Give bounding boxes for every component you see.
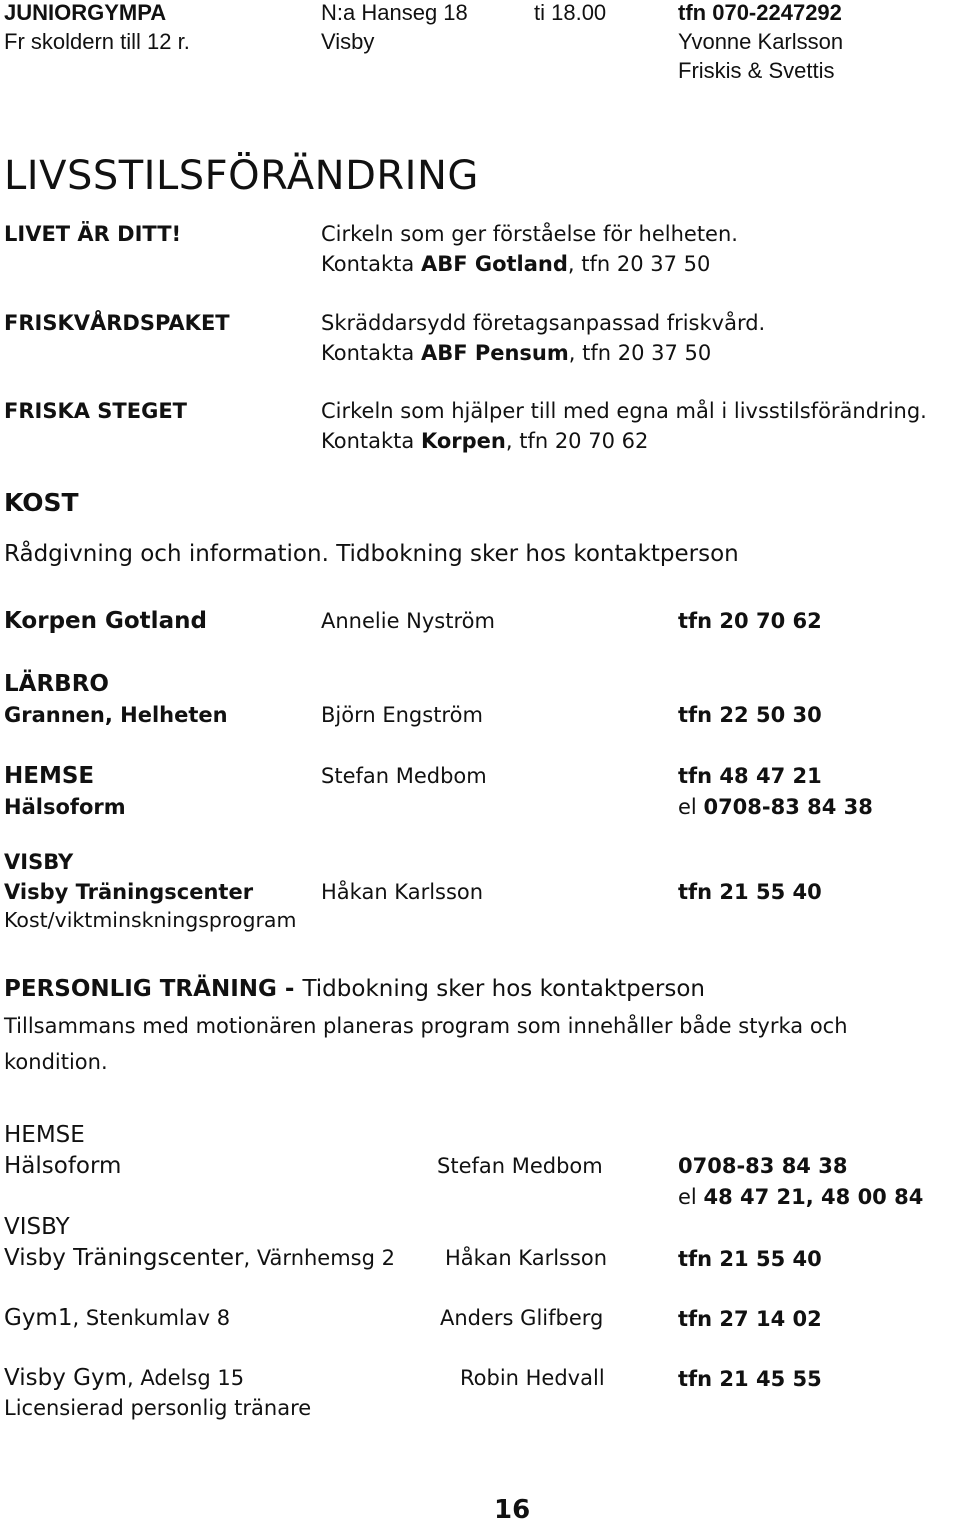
junior-phone: 070-2247292	[712, 0, 842, 25]
junior-address: N:a Hanseg 18	[321, 0, 468, 25]
kost-hemse-name: Hälsoform	[4, 795, 126, 819]
pt-gym1-person: Anders Glifberg	[440, 1306, 604, 1330]
pt-visby-tc-addr: , Värnhemsg 2	[243, 1246, 395, 1270]
junior-org: Friskis & Svettis	[678, 58, 835, 83]
kost-hemse-phone: tfn 48 47 21	[678, 764, 822, 788]
pt-visby-tc-name: Visby Träningscenter	[4, 1245, 244, 1271]
kost-visby-person: Håkan Karlsson	[321, 880, 484, 904]
kost-larbro-name: Grannen, Helheten	[4, 703, 228, 727]
pt-visby-place: VISBY	[4, 1214, 70, 1240]
pt-visby-gym-note: Licensierad personlig tränare	[4, 1396, 312, 1420]
contact-phone: , tfn 20 70 62	[505, 429, 649, 453]
pt-visby-gym-name: Visby Gym	[4, 1365, 127, 1391]
page-number: 16	[494, 1495, 531, 1525]
contact-org: Korpen	[420, 429, 506, 453]
junior-subtitle: Fr skoldern till 12 r.	[4, 29, 190, 54]
kost-hemse-phone2	[678, 797, 873, 818]
pt-visby-tc-line	[4, 1247, 395, 1270]
livsstil-item-desc: Cirkeln som hjälper till med egna mål i livsstilsförändring.	[321, 399, 927, 423]
pt-visby-tc-phone: tfn 21 55 40	[678, 1247, 822, 1271]
kost-heading: KOST	[4, 488, 79, 517]
contact-prefix: Kontakta	[321, 341, 415, 365]
junior-city: Visby	[321, 29, 375, 54]
pt-hemse-place: HEMSE	[4, 1122, 85, 1148]
junior-time: ti 18.00	[534, 0, 607, 25]
pt-visby-gym-phone: tfn 21 45 55	[678, 1367, 822, 1391]
junior-phone-line	[678, 2, 842, 24]
phone2-value: 0708-83 84 38	[703, 795, 873, 819]
kost-larbro-phone: tfn 22 50 30	[678, 703, 822, 727]
pt-gym1-addr: , Stenkumlav 8	[72, 1306, 231, 1330]
pt-gym1-line	[4, 1307, 230, 1330]
livsstil-item-contact	[321, 343, 711, 364]
pt-heading-bold: PERSONLIG TRÄNING -	[4, 976, 303, 1002]
pt-visby-gym-line	[4, 1367, 244, 1390]
kost-intro: Rådgivning och information. Tidbokning sker hos kontaktperson	[4, 541, 739, 567]
kost-korpen-phone: tfn 20 70 62	[678, 609, 822, 633]
pt-hemse-name: Hälsoform	[4, 1153, 122, 1179]
livsstil-item-name: LIVET ÄR DITT!	[4, 222, 182, 246]
phone2-label: el	[678, 795, 697, 819]
livsstil-item-desc: Skräddarsydd företagsanpassad friskvård.	[321, 311, 766, 335]
phone2-label: el	[678, 1185, 697, 1209]
contact-org: ABF Gotland	[420, 252, 568, 276]
kost-korpen-person: Annelie Nyström	[321, 609, 495, 633]
kost-larbro-person: Björn Engström	[321, 703, 483, 727]
junior-phone-label: tfn	[678, 0, 707, 25]
kost-visby-name: Visby Träningscenter	[4, 880, 254, 904]
pt-visby-gym-addr: , Adelsg 15	[126, 1366, 245, 1390]
junior-title: JUNIORGYMPA	[4, 0, 167, 25]
kost-hemse-person: Stefan Medbom	[321, 764, 487, 788]
livsstil-item-name: FRISKA STEGET	[4, 399, 187, 423]
livsstil-item-desc: Cirkeln som ger förståelse för helheten.	[321, 222, 738, 246]
pt-visby-gym-person: Robin Hedvall	[460, 1366, 605, 1390]
pt-desc-line1: Tillsammans med motionären planeras program som innehåller både styrka och	[4, 1014, 848, 1038]
kost-korpen-name: Korpen Gotland	[4, 608, 207, 634]
livsstil-heading: LIVSSTILSFÖRÄNDRING	[4, 153, 479, 199]
junior-contact: Yvonne Karlsson	[678, 29, 844, 54]
livsstil-item-name: FRISKVÅRDSPAKET	[4, 311, 230, 335]
pt-gym1-phone: tfn 27 14 02	[678, 1307, 822, 1331]
contact-prefix: Kontakta	[321, 252, 415, 276]
pt-desc-line2: kondition.	[4, 1050, 108, 1074]
kost-visby-note: Kost/viktminskningsprogram	[4, 908, 297, 932]
pt-gym1-name: Gym1	[4, 1305, 73, 1331]
pt-heading-rest: Tidbokning sker hos kontaktperson	[302, 976, 706, 1002]
kost-visby-phone: tfn 21 55 40	[678, 880, 822, 904]
contact-org: ABF Pensum	[420, 341, 569, 365]
pt-hemse-person: Stefan Medbom	[437, 1154, 603, 1178]
pt-heading	[4, 978, 705, 1001]
phone2-value: 48 47 21, 48 00 84	[703, 1185, 924, 1209]
pt-visby-tc-person: Håkan Karlsson	[445, 1246, 608, 1270]
contact-phone: , tfn 20 37 50	[568, 341, 712, 365]
livsstil-item-contact	[321, 431, 648, 452]
livsstil-item-contact	[321, 254, 710, 275]
contact-phone: , tfn 20 37 50	[567, 252, 711, 276]
kost-larbro-place: LÄRBRO	[4, 671, 109, 697]
pt-hemse-phone: 0708-83 84 38	[678, 1154, 848, 1178]
kost-visby-place: VISBY	[4, 850, 74, 874]
contact-prefix: Kontakta	[321, 429, 415, 453]
pt-hemse-phone2	[678, 1187, 923, 1208]
kost-hemse-place: HEMSE	[4, 763, 95, 789]
